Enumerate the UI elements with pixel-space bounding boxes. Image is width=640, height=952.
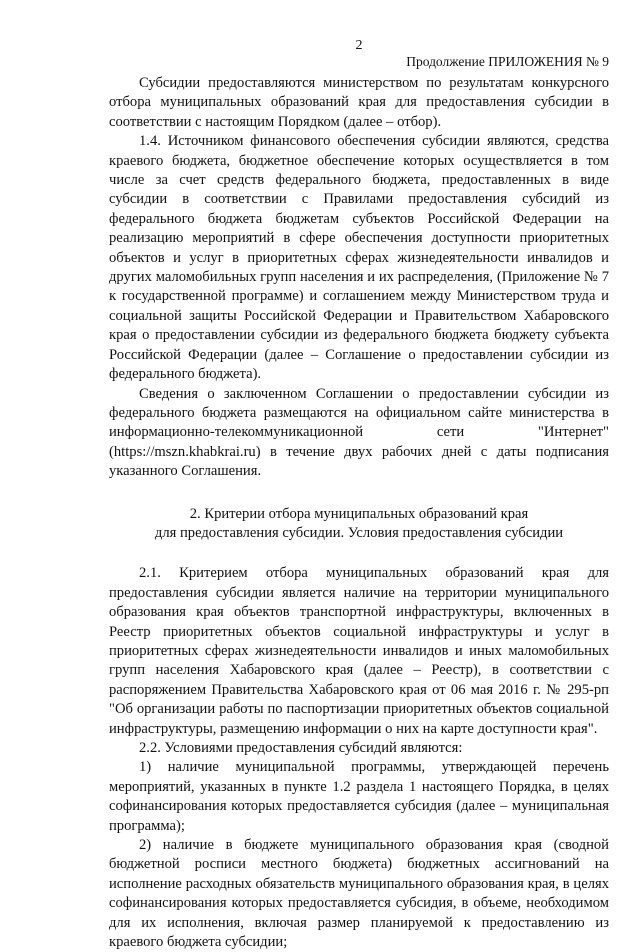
- page-number: 2: [355, 38, 363, 53]
- paragraph-subsidy-selection: Субсидии предоставляются министерством по результатам конкурсного отбора муниципальных образований края для предоставления субсидии в соответствии с настоящим Порядком (далее – отбор).: [109, 75, 609, 130]
- paragraph-condition-2-budget-allocations: 2) наличие в бюджете муниципального образования края (сводной бюджетной росписи местного бюджета) бюджетных ассигнований на исполнение расходных обязательств муниципального образования края, в целях софинансирования которых предоставляется субсидия, в объеме, необходимом для их исполнения, включая размер планируемой к предоставлению из краевого бюджета субсидии;: [109, 837, 609, 951]
- document-page: [109, 38, 609, 952]
- paragraph-agreement-publication: Сведения о заключенном Соглашении о предоставлении субсидии из федерального бюджета размещаются на официальном сайте министерства в информационно-телекоммуникационной сети "Интернет" (https://mszn.khabkrai.ru) в течение двух рабочих дней с даты подписания указанного Соглашения.: [109, 385, 609, 480]
- paragraph-2-1-selection-criterion: 2.1. Критерием отбора муниципальных образований края для предоставления субсидии является наличие на территории муниципального образования края объектов транспортной инфраструктуры, включенных в Реестр приоритетных объектов социальной инфраструктуры и услуг в приоритетных сферах жизнедеятельности инвалидов и иных маломобильных групп населения Хабаровского края (далее – Реестр), в соответствии с распоряжением Правительства Хабаровского края от 06 мая 2016 г. № 295-рп "Об организации работы по паспортизации приоритетных объектов социальной инфраструктуры, размещению информации о них на карте доступности края".: [109, 565, 609, 737]
- section-2-heading-line-2: для предоставления субсидии. Условия предоставления субсидии: [154, 524, 564, 541]
- appendix-continuation-header: Продолжение ПРИЛОЖЕНИЯ № 9: [406, 54, 609, 69]
- section-2-heading: [109, 505, 609, 544]
- section-2-heading-line-1: 2. Критерии отбора муниципальных образований края: [189, 505, 529, 522]
- paragraph-condition-1-municipal-program: 1) наличие муниципальной программы, утверждающей перечень мероприятий, указанных в пункте 1.2 раздела 1 настоящего Порядка, в целях софинансирования которых предоставляется субсидия (далее – муниципальная программа);: [109, 759, 609, 834]
- paragraph-1-4-funding-source: 1.4. Источником финансового обеспечения субсидии являются, средства краевого бюджета, бюджетное обеспечение которых осуществляется в том числе за счет средств федерального бюджета, предоставленных в виде субсидии в соответствии с Правилами предоставления субсидий из федерального бюджета бюджетам субъектов Российской Федерации на реализацию мероприятий в сфере обеспечения доступности приоритетных объектов и услуг в приоритетных сферах жизнедеятельности инвалидов и других маломобильных групп населения и их распределения, (Приложение № 7 к государственной программе) и соглашением между Министерством труда и социальной защиты Российской Федерации и Правительством Хабаровского края о предоставлении субсидии из федерального бюджета бюджету субъекта Российской Федерации (далее – Соглашение о предоставлении субсидии из федерального бюджета).: [109, 133, 609, 383]
- paragraph-2-2-conditions: 2.2. Условиями предоставления субсидий являются:: [139, 740, 463, 756]
